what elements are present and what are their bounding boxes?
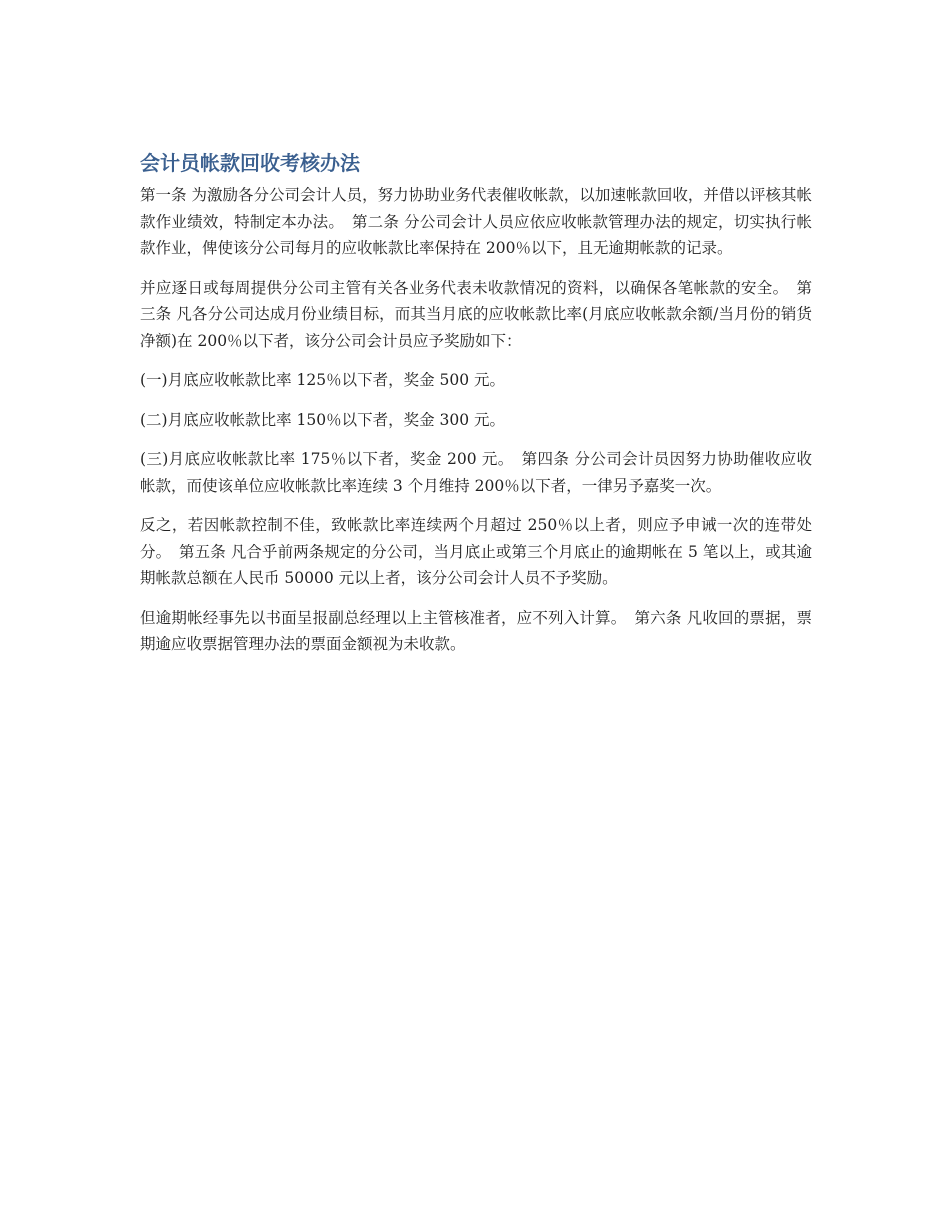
paragraph: (三)月底应收帐款比率 175％以下者，奖金 200 元。 第四条 分公司会计员因努力协助催收应收帐款，而使该单位应收帐款比率连续 3 个月维持 200％以下者，一律另予嘉奖一次。 — [140, 450, 812, 495]
paragraph: 并应逐日或每周提供分公司主管有关各业务代表未收款情况的资料，以确保各笔帐款的安全。 第三条 凡各分公司达成月份业绩目标，而其当月底的应收帐款比率(月底应收帐款余额/当月份的销货净额)在 200％以下者，该分公司会计员应予奖励如下： — [140, 278, 812, 350]
paragraph: 第一条 为激励各分公司会计人员，努力协助业务代表催收帐款，以加速帐款回收，并借以评核其帐款作业绩效，特制定本办法。 第二条 分公司会计人员应依应收帐款管理办法的规定，切实执行帐款作业，俾使该分公司每月的应收帐款比率保持在 200％以下，且无逾期帐款的记录。 — [140, 186, 812, 257]
document-title: 会计员帐款回收考核办法 — [140, 151, 360, 175]
paragraph: 反之，若因帐款控制不佳，致帐款比率连续两个月超过 250％以上者，则应予申诫一次的连带处分。 第五条 凡合乎前两条规定的分公司，当月底止或第三个月底止的逾期帐在 5 笔以上，或其逾期帐款总额在人民币 50000 元以上者，该分公司会计人员不予奖励。 — [140, 516, 812, 587]
paragraph: 但逾期帐经事先以书面呈报副总经理以上主管核准者，应不列入计算。 第六条 凡收回的票据，票期逾应收票据管理办法的票面金额视为未收款。 — [140, 608, 812, 653]
paragraph: (一)月底应收帐款比率 125％以下者，奖金 500 元。 — [140, 371, 506, 389]
paragraph: (二)月底应收帐款比率 150％以下者，奖金 300 元。 — [140, 410, 506, 429]
document-page — [140, 148, 812, 671]
